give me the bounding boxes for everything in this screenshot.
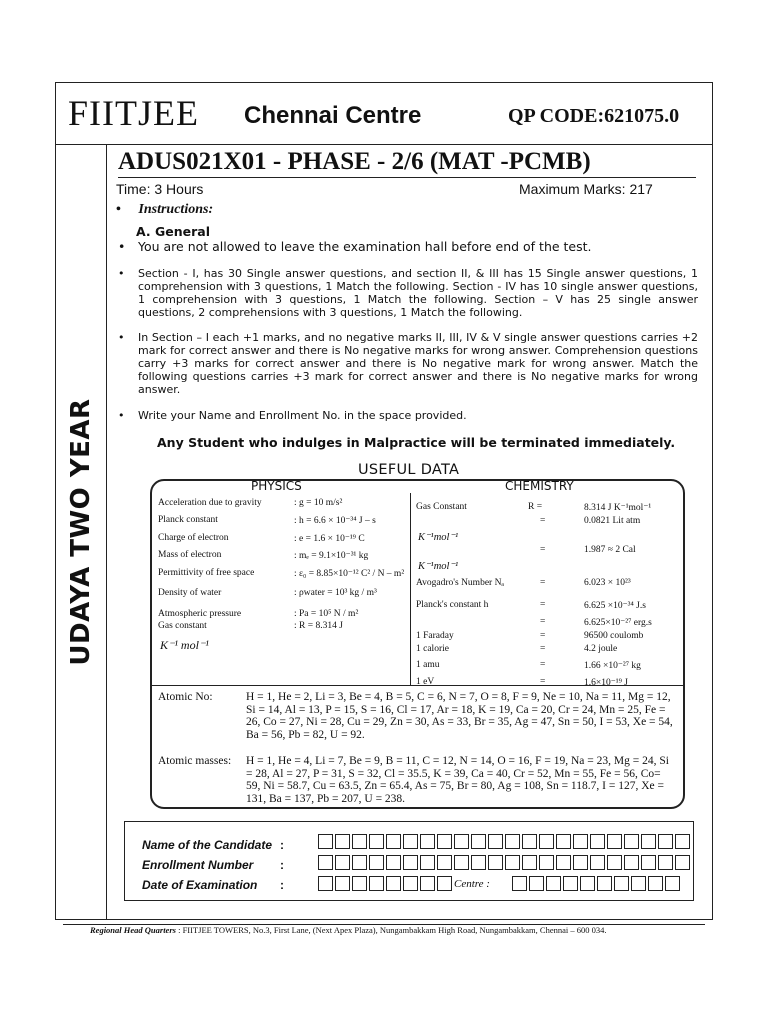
colon: : (280, 858, 284, 872)
chemistry-value: 8.314 J K⁻¹mol⁻¹ (584, 503, 652, 513)
physics-row (158, 533, 365, 544)
physics-label: Density of water (158, 588, 222, 598)
physics-label: Mass of electron (158, 550, 222, 560)
physics-label: Acceleration due to gravity (158, 498, 262, 508)
chemistry-value: 6.625 ×10⁻³⁴ J.s (584, 601, 646, 611)
instruction-text: In Section – I each +1 marks, and no negative marks II, III, IV & V single answer questions carries +2 mark for correct answer and there is No negative marks for wrong answer. Comprehension questions carry +3 marks for correct answer and there is No negative mark for wrong answer. Match the following questions carries +3 mark for correct answer and there is No negative marks for wrong answer. (138, 331, 698, 396)
physics-label: K⁻¹ mol⁻¹ (160, 638, 209, 652)
instruction-item (118, 239, 698, 254)
footer-address (90, 925, 606, 935)
chemistry-value: 96500 coulomb (584, 631, 644, 641)
exam-duration: Time: 3 Hours (116, 181, 204, 197)
candidate-name-boxes[interactable] (318, 834, 692, 849)
chemistry-label: 1 amu (416, 660, 440, 670)
enrollment-number-boxes[interactable] (318, 855, 692, 870)
chemistry-label: 1 calorie (416, 644, 449, 654)
chemistry-value: 0.0821 Lit atm (584, 516, 641, 526)
physics-row (160, 638, 209, 653)
chemistry-equals: = (540, 617, 546, 627)
atomic-mass-list: H = 1, He = 4, Li = 7, Be = 9, B = 11, C = 12, N = 14, O = 16, F = 19, Na = 23, Mg = 24, Si = 28, Al = 27, P = 31, S = 32, Cl = 35.5, K = 39, Ca = 40, Cr = 52, Mn = 55, Fe = 56, Co= 59, Ni = 58.7, Cu = 63.5, Zn = 65.4, As = 75, Br = 80, Ag = 108, Sn = 118.7, I = 127, Xe = 131, Ba = 137, Pb = 207, U = 238. (246, 755, 669, 805)
exam-title: ADUS021X01 - PHASE - 2/6 (MAT -PCMB) (118, 148, 591, 175)
chemistry-equals: = (540, 578, 546, 588)
chemistry-equals: = (540, 600, 546, 610)
chemistry-equals: = (540, 516, 546, 526)
physics-label: Gas constant (158, 621, 207, 631)
physics-label: Planck constant (158, 515, 218, 525)
chemistry-equals: R = (528, 502, 543, 512)
maximum-marks: Maximum Marks: 217 (519, 181, 653, 197)
chemistry-row (416, 644, 618, 654)
exam-date-label: Date of Examination (142, 878, 258, 892)
qp-code: QP CODE:621075.0 (508, 105, 680, 127)
physics-label: Permittivity of free space (158, 568, 255, 578)
physics-value: : ε₀ = 8.85×10⁻¹² C² / N – m² (294, 569, 405, 579)
bullet-icon: • (118, 409, 125, 422)
chemistry-label: Avogadro's Number Nₐ (416, 578, 505, 588)
chemistry-label: K⁻¹mol⁻¹ (418, 561, 459, 572)
chemistry-equals: = (540, 644, 546, 654)
bullet-icon: • (116, 202, 121, 217)
bullet-icon: • (118, 239, 126, 254)
centre-label: Centre : (454, 878, 490, 890)
chemistry-value: 1.987 ≈ 2 Cal (584, 545, 636, 555)
bullet-icon: • (118, 267, 125, 280)
centre-boxes[interactable] (512, 876, 682, 891)
instruction-item (118, 331, 698, 396)
title-divider (118, 177, 696, 178)
sidebar (55, 144, 107, 920)
chemistry-value: 6.625×10⁻²⁷ erg.s (584, 618, 652, 628)
physics-label: Charge of electron (158, 533, 229, 543)
atomic-number-label: Atomic No: (158, 691, 213, 703)
enrollment-number-label: Enrollment Number (142, 858, 254, 872)
chemistry-equals: = (540, 545, 546, 555)
useful-data-title: USEFUL DATA (358, 462, 460, 478)
centre-name: Chennai Centre (244, 102, 422, 129)
chemistry-row (418, 560, 458, 572)
hq-address: : FIITJEE TOWERS, No.3, First Lane, (Next Apex Plaza), Nungambakkam High Road, Nungambakkam, Chennai – 600 034. (178, 925, 607, 935)
physics-value: : h = 6.6 × 10⁻³⁴ J – s (294, 516, 376, 526)
physics-row (158, 621, 343, 631)
candidate-name-label: Name of the Candidate (142, 838, 273, 852)
physics-value: : g = 10 m/s² (294, 498, 343, 508)
header-divider (55, 144, 713, 145)
physics-heading: PHYSICS (251, 479, 302, 493)
chemistry-heading: CHEMISTRY (505, 479, 574, 493)
physics-value: : mₑ = 9.1×10⁻³¹ kg (294, 551, 369, 561)
chemistry-row (416, 660, 641, 671)
physics-row (158, 498, 343, 508)
instruction-item (118, 409, 698, 422)
chemistry-row (416, 600, 646, 611)
chemistry-row (416, 578, 631, 588)
instructions-heading (116, 202, 213, 218)
instructions-label: Instructions: (138, 202, 214, 217)
fiitjee-logo: FIITJEE (68, 93, 199, 133)
instruction-text: You are not allowed to leave the examination hall before end of the test. (138, 239, 592, 254)
chemistry-label: Gas Constant (416, 502, 467, 512)
column-divider (410, 493, 411, 685)
sidebar-batch-label: UDAYA TWO YEAR (65, 398, 96, 666)
chemistry-equals: = (540, 660, 546, 670)
instruction-text: Write your Name and Enrollment No. in the space provided. (138, 409, 467, 422)
chemistry-value: 4.2 joule (584, 644, 618, 654)
physics-value: : e = 1.6 × 10⁻¹⁹ C (294, 534, 365, 544)
chemistry-label: K⁻¹mol⁻¹ (418, 532, 459, 543)
physics-row (158, 588, 377, 598)
physics-row (158, 568, 405, 579)
malpractice-warning: Any Student who indulges in Malpractice will be terminated immediately. (157, 435, 676, 450)
exam-date-boxes[interactable] (318, 876, 454, 891)
bullet-icon: • (118, 331, 125, 344)
instruction-item (118, 267, 698, 319)
colon: : (280, 878, 284, 892)
hq-label: Regional Head Quarters (90, 925, 176, 935)
general-subheading: A. General (136, 224, 211, 239)
physics-value: : ρwater = 10³ kg / m³ (294, 588, 377, 598)
chemistry-value: 1.6×10⁻¹⁹ J (584, 678, 628, 688)
physics-row (158, 609, 359, 619)
physics-row (158, 550, 369, 561)
chemistry-equals: = (540, 631, 546, 641)
chemistry-row (416, 631, 644, 641)
chemistry-label: Planck's constant h (416, 600, 489, 610)
chemistry-label: 1 eV (416, 677, 435, 687)
chemistry-equals: = (540, 677, 546, 687)
physics-value: : Pa = 10⁵ N / m² (294, 609, 359, 619)
atomic-mass-label: Atomic masses: (158, 755, 232, 767)
atomic-number-list: H = 1, He = 2, Li = 3, Be = 4, B = 5, C = 6, N = 7, O = 8, F = 9, Ne = 10, Na = 11, Mg = 12, Si = 14, Al = 13, P = 15, S = 16, Cl = 17, Ar = 18, K = 19, Ca = 20, Cr = 24, Mn = 25, Fe = 26, Co = 27, Ni = 28, Cu = 29, Zn = 30, As = 33, Br = 35, Ag = 47, Sn = 50, I = 53, Xe = 54, Ba = 56, Pb = 82, U = 92. (246, 691, 673, 741)
physics-label: Atmospheric pressure (158, 609, 242, 619)
chemistry-value: 1.66 ×10⁻²⁷ kg (584, 661, 641, 671)
chemistry-label: 1 Faraday (416, 631, 454, 641)
chemistry-row (416, 677, 628, 688)
instruction-text: Section - I, has 30 Single answer questions, and section II, & III has 15 Single answer questions, 1 comprehension with 3 questions, 1 Match the following. Section - IV has 10 single answer questions, 1 comprehension with 3 questions, 1 Match the following. Section – V has 25 single answer questions, 2 comprehensions with 3 questions, 1 Match the following. (138, 267, 698, 319)
chemistry-row (416, 502, 652, 513)
physics-row (158, 515, 376, 526)
physics-value: : R = 8.314 J (294, 621, 343, 631)
chemistry-value: 6.023 × 10²³ (584, 578, 631, 588)
chemistry-row (418, 531, 458, 543)
colon: : (280, 838, 284, 852)
